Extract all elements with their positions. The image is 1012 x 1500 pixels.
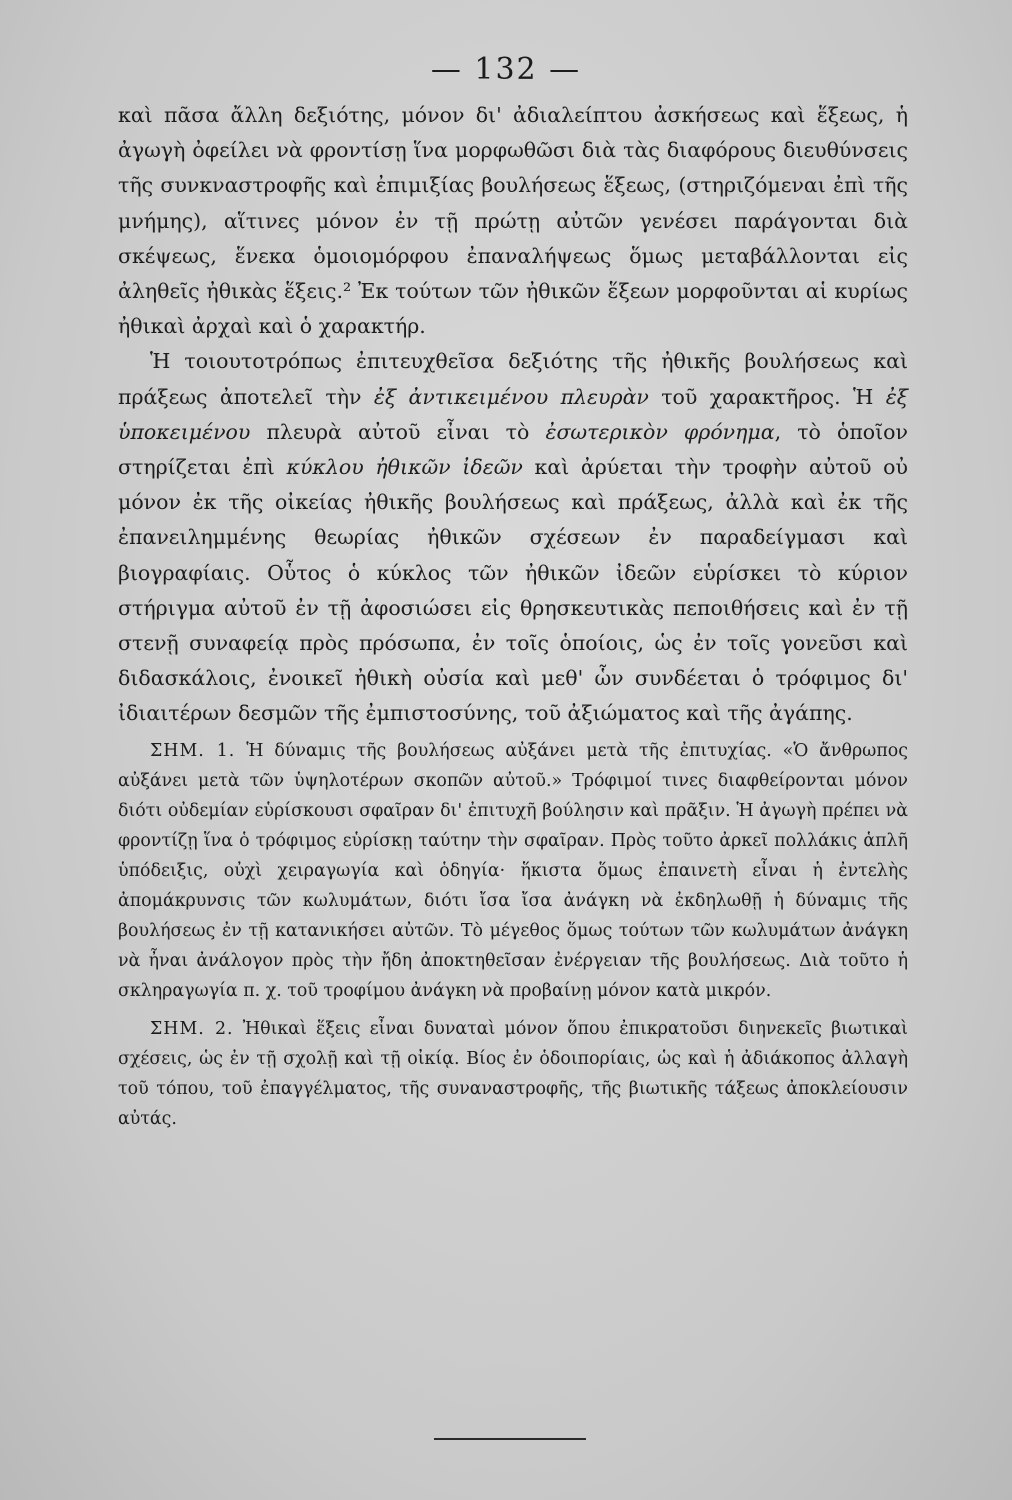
paragraph-2 [118,344,908,731]
page-number: — 132 — [430,52,582,87]
note-2-label: ΣΗΜ. 2. [150,1018,234,1039]
paragraph-2-text-4: , τὸ ὁποῖον στηρίζεται ἐπὶ [118,419,908,480]
paragraph-2-text-2: τοῦ χαρακτῆρος. Ἡ [648,384,886,409]
paragraph-2-text-1: Ἡ τοιουτοτρόπως ἐπιτευχθεῖσα δεξιότης τῆς ἠθικῆς βουλήσεως καὶ πράξεως ἀποτελεῖ τὴν [118,349,908,409]
end-rule [434,1438,586,1440]
paragraph-2-text-5: καὶ ἀρύεται τὴν τροφὴν αὐτοῦ οὐ μόνον ἐκ τῆς οἰκείας ἠθικῆς βουλήσεως καὶ πράξεως, ἀλλὰ καὶ ἐκ τῆς ἐπανειλημμένης θεωρίας ἠθικῶν σχέσεων ἐν παραδείγμασι καὶ βιογραφίαις. Οὗτος ὁ κύκλος τῶν ἠθικῶν ἰδεῶν εὑρίσκει τὸ κύριον στήριγμα αὐτοῦ ἐν τῇ ἀφοσιώσει εἰς θρησκευτικὰς πεποιθήσεις καὶ ἐν τῇ στενῇ συναφείᾳ πρὸς πρόσωπα, ἐν τοῖς ὁποίοις, ὡς ἐν τοῖς γονεῦσι καὶ διδασκάλοις, ἐνοικεῖ ἠθικὴ οὐσία καὶ μεθ' ὧν συνδέεται ὁ τρόφιμος δι' ἰδιαιτέρων δεσμῶν τῆς ἐμπιστοσύνης, τοῦ ἀξιώματος καὶ τῆς ἀγάπης. [118,455,908,726]
body-text [118,98,908,1134]
paragraph-2-emphasis-3: ἐσωτερικὸν φρόνημα [545,419,775,444]
paragraph-2-emphasis-4: κύκλου ἠθικῶν ἰδεῶν [286,455,523,480]
note-2-text: Ἠθικαὶ ἕξεις εἶναι δυναταὶ μόνον ὅπου ἐπικρατοῦσι διηνεκεῖς βιωτικαὶ σχέσεις, ὡς ἐν τῇ σχολῇ καὶ τῇ οἰκίᾳ. Βίος ἐν ὁδοιπορίαις, ὡς καὶ ἡ ἀδιάκοπος ἀλλαγὴ τοῦ τόπου, τοῦ ἐπαγγέλματος, τῆς συναναστροφῆς, τῆς βιωτικῆς τάξεως ἀποκλείουσιν αὐτάς. [118,1018,909,1129]
paragraph-1: καὶ πᾶσα ἄλλη δεξιότης, μόνον δι' ἀδιαλείπτου ἀσκήσεως καὶ ἕξεως, ἡ ἀγωγὴ ὀφείλει νὰ φροντίσῃ ἵνα μορφωθῶσι διὰ τὰς διαφόρους διευθύνσεις τῆς συνκναστροφῆς καὶ ἐπιμιξίας βουλήσεως ἕξεως, (στηριζόμεναι ἐπὶ τῆς μνήμης), αἵτινες μόνον ἐν τῇ πρώτῃ αὐτῶν γενέσει παράγονται διὰ σκέψεως, ἕνεκα ὁμοιομόρφου ἐπαναλήψεως ὅμως μεταβάλλονται εἰς ἀληθεῖς ἠθικὰς ἕξεις.² Ἐκ τούτων τῶν ἠθικῶν ἕξεων μορφοῦνται αἱ κυρίως ἠθικαὶ ἀρχαὶ καὶ ὁ χαρακτήρ. [118,103,908,339]
paragraph-2-text-3: πλευρὰ αὐτοῦ εἶναι τὸ [250,419,546,444]
paragraph-2-emphasis-2: ἐξ ὑποκειμένου [118,384,908,444]
note-2 [118,1014,908,1134]
note-1-label: ΣΗΜ. 1. [150,740,236,761]
paragraph-2-emphasis-1: ἐξ ἀντικειμένου πλευρὰν [373,384,649,409]
note-1 [118,736,908,1006]
note-1-text: Ἡ δύναμις τῆς βουλήσεως αὐξάνει μετὰ τῆς ἐπιτυχίας. «Ὁ ἄνθρωπος αὐξάνει μετὰ τῶν ὑψηλοτέρων σκοπῶν αὐτοῦ.» Τρόφιμοί τινες διαφθείρονται μόνον διότι οὐδεμίαν εὑρίσκουσι σφαῖραν δι' ἐπιτυχῆ βούλησιν καὶ πρᾶξιν. Ἡ ἀγωγὴ πρέπει νὰ φροντίζῃ ἵνα ὁ τρόφιμος εὑρίσκῃ ταύτην τὴν σφαῖραν. Πρὸς τοῦτο ἀρκεῖ πολλάκις ἁπλῆ ὑπόδειξις, οὐχὶ χειραγωγία καὶ ὁδηγία· ἥκιστα ὅμως ἐπαινετὴ εἶναι ἡ ἐντελὴς ἀπομάκρυνσις τῶν κωλυμάτων, διότι ἴσα ἴσα ἀνάγκη νὰ ἐκδηλωθῇ ἡ δύναμις τῆς βουλήσεως ἐν τῇ κατανικήσει αὐτῶν. Τὸ μέγεθος ὅμως τούτων τῶν κωλυμάτων ἀνάγκη νὰ ἦναι ἀνάλογον πρὸς τὴν ἤδη ἀποκτηθεῖσαν ἐνέργειαν τῆς βουλήσεως. Διὰ τοῦτο ἡ σκληραγωγία π. χ. τοῦ τροφίμου ἀνάγκη νὰ προβαίνῃ μόνον κατὰ μικρόν. [118,740,908,1001]
